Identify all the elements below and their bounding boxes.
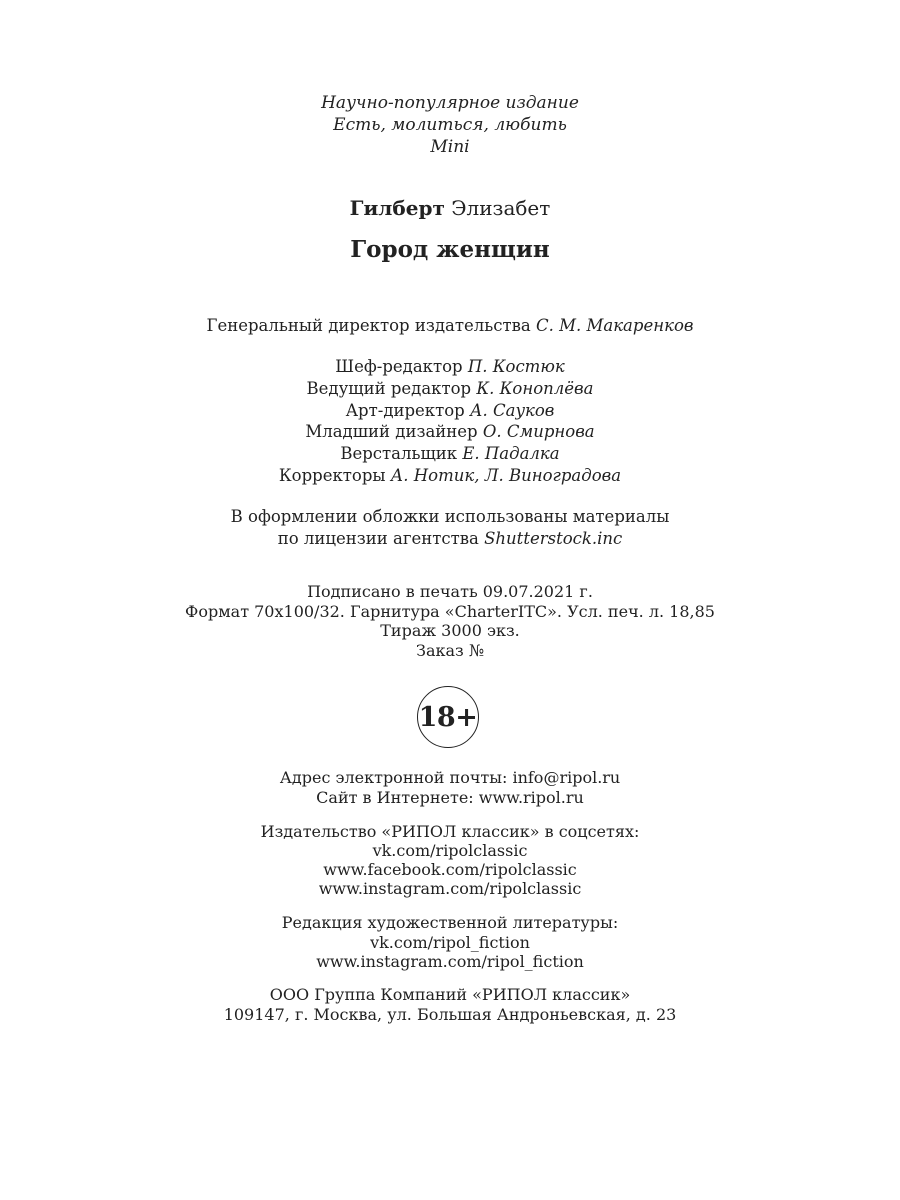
author-first-name: Элизабет bbox=[451, 196, 551, 220]
staff-row bbox=[0, 378, 900, 400]
social-link: vk.com/ripolclassic bbox=[372, 841, 528, 860]
social-link: www.instagram.com/ripolclassic bbox=[318, 879, 582, 898]
company-address: 109147, г. Москва, ул. Большая Андроньевская, д. 23 bbox=[223, 1004, 677, 1024]
cover-agency: Shutterstock.inc bbox=[484, 529, 623, 548]
fiction-heading: Редакция художественной литературы: bbox=[281, 913, 619, 932]
staff-name: Е. Падалка bbox=[462, 444, 560, 464]
director-name: С. М. Макаренков bbox=[535, 316, 694, 335]
email-line: Адрес электронной почты: info@ripol.ru bbox=[279, 768, 621, 787]
format-line: Формат 70x100/32. Гарнитура «CharterITC». Усл. печ. л. 18,85 bbox=[185, 601, 715, 621]
staff-role: Арт-директор bbox=[345, 400, 465, 420]
director-role: Генеральный директор издательства bbox=[206, 316, 531, 335]
staff-role: Ведущий редактор bbox=[306, 378, 472, 398]
staff-row bbox=[0, 400, 900, 422]
sub-series: Mini bbox=[430, 137, 470, 157]
fiction-block bbox=[0, 913, 900, 972]
cover-credit-line2 bbox=[0, 528, 900, 550]
edition-type: Научно-популярное издание bbox=[321, 93, 579, 113]
print-run: Тираж 3000 экз. bbox=[380, 621, 520, 640]
staff-row bbox=[0, 465, 900, 487]
staff-row bbox=[0, 443, 900, 465]
staff-role: Шеф-редактор bbox=[335, 357, 463, 376]
website-line: Сайт в Интернете: www.ripol.ru bbox=[316, 787, 584, 807]
social-link: www.facebook.com/ripolclassic bbox=[323, 860, 577, 879]
cover-credit-line1: В оформлении обложки использованы материалы bbox=[230, 507, 670, 526]
staff-row bbox=[0, 356, 900, 378]
signed-date: Подписано в печать 09.07.2021 г. bbox=[307, 582, 593, 601]
author-surname: Гилберт bbox=[349, 196, 445, 220]
age-rating-badge: 18+ bbox=[417, 686, 479, 748]
company-block bbox=[0, 985, 900, 1024]
staff-name: П. Костюк bbox=[467, 357, 565, 376]
series-name: Есть, молиться, любить bbox=[333, 115, 567, 135]
cover-credit-prefix: по лицензии агентства bbox=[277, 529, 479, 548]
book-title: Город женщин bbox=[350, 236, 550, 263]
staff-role: Верстальщик bbox=[340, 444, 458, 464]
staff-name: А. Нотик, Л. Виноградова bbox=[390, 465, 622, 485]
order-number: Заказ № bbox=[416, 640, 484, 660]
fiction-link: vk.com/ripol_fiction bbox=[370, 932, 530, 952]
series-block bbox=[0, 92, 900, 158]
author-line bbox=[0, 195, 900, 221]
director-line bbox=[0, 315, 900, 337]
social-block bbox=[0, 822, 900, 898]
contacts-block bbox=[0, 768, 900, 807]
staff-role: Корректоры bbox=[278, 465, 386, 485]
social-heading: Издательство «РИПОЛ классик» в соцсетях: bbox=[260, 822, 640, 841]
cover-credit bbox=[0, 506, 900, 550]
staff-name: О. Смирнова bbox=[482, 422, 595, 442]
fiction-link: www.instagram.com/ripol_fiction bbox=[316, 952, 584, 971]
print-details bbox=[0, 582, 900, 660]
staff-name: К. Коноплёва bbox=[476, 378, 594, 398]
staff-name: А. Сауков bbox=[470, 400, 555, 420]
company-name: ООО Группа Компаний «РИПОЛ классик» bbox=[269, 985, 631, 1004]
staff-list bbox=[0, 356, 900, 487]
staff-role: Младший дизайнер bbox=[305, 422, 478, 442]
staff-row bbox=[0, 421, 900, 443]
